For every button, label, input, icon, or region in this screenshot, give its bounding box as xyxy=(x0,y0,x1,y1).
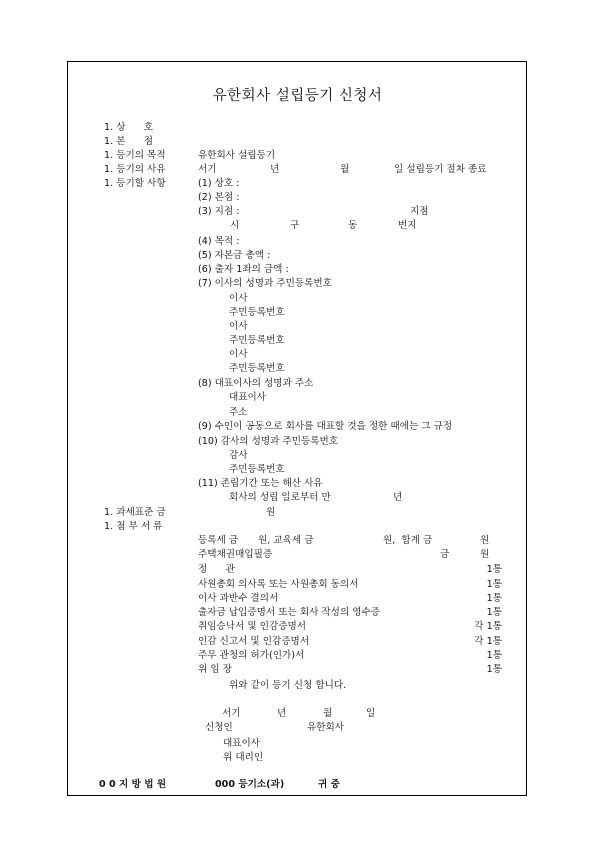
attachments-label: 1. 첨 부 서 류 xyxy=(104,521,163,532)
attachment-permit: 주무 관청의 허가(인가)서 xyxy=(198,650,305,661)
item-head-office: (2) 본점 : xyxy=(198,192,240,203)
tax-base-won: 원 xyxy=(266,507,276,518)
reason-month: 월 xyxy=(340,164,350,175)
director-3-id: 주민등록번호 xyxy=(229,363,285,374)
item-trade-name: (1) 상호 : xyxy=(198,178,240,189)
item-unit-amount: (6) 출자 1좌의 금액 : xyxy=(198,264,289,275)
item-joint-representation: (9) 수인이 공동으로 회사를 대표할 것을 정한 때에는 그 규정 xyxy=(198,421,453,432)
attachment-power-of-attorney-count: 1통 xyxy=(486,664,502,675)
closing-statement: 위와 같이 등기 신청 합니다. xyxy=(229,680,347,691)
attachment-acceptance: 취임승낙서 및 인감증명서 xyxy=(198,621,307,632)
item-representative: (8) 대표이사의 성명과 주소 xyxy=(198,378,314,389)
footer-recipient: 귀 중 xyxy=(318,779,340,790)
attachment-board-resolution: 이사 과반수 결의서 xyxy=(198,593,279,604)
attachment-board-resolution-count: 1통 xyxy=(486,593,502,604)
applicant-representative: 대표이사 xyxy=(223,738,261,749)
applicant-label: 신청인 xyxy=(205,722,233,733)
attachment-seal-report-count: 각 1통 xyxy=(474,636,502,647)
section-trade-name: 1. 상 호 xyxy=(104,122,154,133)
item-auditor: (10) 감사의 성명과 주민등록번호 xyxy=(198,436,339,447)
fee-registration: 등록세 금 xyxy=(198,535,239,546)
document-title: 유한회사 설립등기 신청서 xyxy=(212,88,383,104)
fee-total-won: 원 xyxy=(480,535,490,546)
branch-city: 시 xyxy=(230,220,240,231)
tax-base-label: 1. 과세표준 금 xyxy=(104,507,166,518)
auditor-name: 감사 xyxy=(229,450,248,461)
housing-bond: 주택채권매입필증 xyxy=(198,549,273,560)
director-3: 이사 xyxy=(229,349,248,360)
representative-name: 대표이사 xyxy=(229,392,267,403)
date-day: 일 xyxy=(366,708,376,719)
section-head-office: 1. 본 점 xyxy=(104,136,154,147)
attachment-minutes: 사원총회 의사록 또는 사원총회 동의서 xyxy=(198,579,359,590)
director-1: 이사 xyxy=(229,293,248,304)
item-branch-label: 지점 xyxy=(410,206,429,217)
section-registration-items: 1. 등기할 사항 xyxy=(104,178,166,189)
date-era: 서기 xyxy=(222,708,241,719)
attachment-articles-count: 1통 xyxy=(486,564,502,575)
section-purpose-label: 1. 등기의 목적 xyxy=(104,150,166,161)
representative-address: 주소 xyxy=(229,407,248,418)
date-year: 년 xyxy=(277,708,287,719)
director-2-id: 주민등록번호 xyxy=(229,335,285,346)
fee-total: 원, 합계 금 xyxy=(383,535,433,546)
section-purpose-value: 유한회사 설립등기 xyxy=(198,150,276,161)
footer-court: 0 0 지 방 법 원 xyxy=(99,779,167,790)
attachment-acceptance-count: 각 1통 xyxy=(474,621,502,632)
branch-dong: 동 xyxy=(348,220,358,231)
duration-text: 회사의 성립 일로부터 만 xyxy=(229,492,331,503)
applicant-company: 유한회사 xyxy=(307,722,345,733)
housing-bond-won: 원 xyxy=(480,549,490,560)
item-capital-total: (5) 자본금 총액 : xyxy=(198,250,271,261)
attachment-seal-report: 인감 신고서 및 인감증명서 xyxy=(198,636,310,647)
reason-day-text: 일 설립등기 절차 종료 xyxy=(394,164,487,175)
section-reason-label: 1. 등기의 사유 xyxy=(104,164,166,175)
date-month: 월 xyxy=(323,708,333,719)
attachment-permit-count: 1통 xyxy=(486,650,502,661)
item-branch: (3) 지점 : xyxy=(198,206,240,217)
auditor-id: 주민등록번호 xyxy=(229,464,285,475)
attachment-payment-proof-count: 1통 xyxy=(486,607,502,618)
branch-district: 구 xyxy=(290,220,300,231)
attachment-articles: 정 관 xyxy=(198,564,235,575)
item-purpose: (4) 목적 : xyxy=(198,236,240,247)
director-1-id: 주민등록번호 xyxy=(229,307,285,318)
applicant-agent: 위 대리인 xyxy=(223,752,264,763)
attachment-power-of-attorney: 위 임 장 xyxy=(198,664,232,675)
reason-era: 서기 xyxy=(198,164,217,175)
reason-year: 년 xyxy=(270,164,280,175)
director-2: 이사 xyxy=(229,321,248,332)
footer-office: 000 등기소(과) xyxy=(215,779,285,790)
fee-education: 원, 교육세 금 xyxy=(258,535,314,546)
item-directors: (7) 이사의 성명과 주민등록번호 xyxy=(198,278,332,289)
attachment-minutes-count: 1통 xyxy=(486,579,502,590)
branch-lot: 번지 xyxy=(398,220,417,231)
item-duration: (11) 존립기간 또는 해산 사유 xyxy=(198,478,323,489)
duration-year: 년 xyxy=(393,492,403,503)
housing-bond-amount: 금 xyxy=(440,549,450,560)
attachment-payment-proof: 출자금 납입증명서 또는 회사 작성의 영수증 xyxy=(198,607,381,618)
